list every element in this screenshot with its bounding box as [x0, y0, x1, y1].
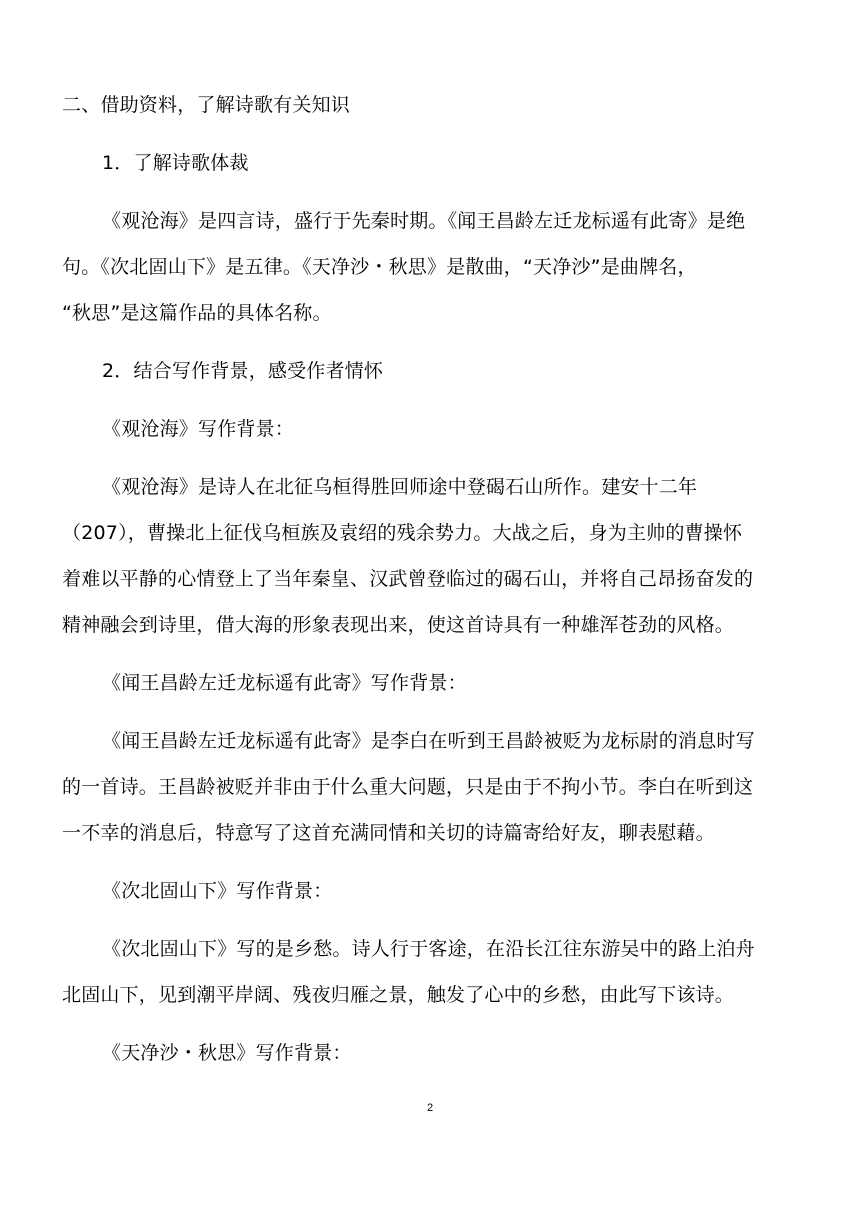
subheading-background: 2．结合写作背景，感受作者情怀 — [102, 360, 384, 382]
paragraph-line: 《观沧海》是四言诗，盛行于先秦时期。《闻王昌龄左迁龙标遥有此寄》是绝 — [102, 210, 746, 232]
paragraph-line: 北固山下，见到潮平岸阔、残夜归雁之景，触发了心中的乡愁，由此写下该诗。 — [62, 984, 735, 1006]
subheading-genre: 1．了解诗歌体裁 — [102, 152, 249, 174]
poem-label-wen-wang-changling: 《闻王昌龄左迁龙标遥有此寄》写作背景： — [102, 672, 467, 694]
poem-background-wen-wang-changling — [62, 718, 802, 856]
page-number: 2 — [426, 1102, 434, 1114]
section-heading: 二、借助资料，了解诗歌有关知识 — [62, 94, 351, 116]
poem-label-tian-jing-sha: 《天净沙・秋思》写作背景： — [102, 1042, 352, 1064]
poem-label-guan-cang-hai: 《观沧海》写作背景： — [102, 418, 295, 440]
paragraph-line: 句。《次北固山下》是五律。《天净沙・秋思》是散曲，“天净沙”是曲牌名， — [62, 256, 697, 278]
document-body — [62, 82, 802, 1076]
paragraph-line: 《观沧海》是诗人在北征乌桓得胜回师途中登碣石山所作。建安十二年 — [102, 476, 698, 498]
paragraph-line: 着难以平静的心情登上了当年秦皇、汉武曾登临过的碣石山，并将自己昂扬奋发的 — [62, 568, 754, 590]
paragraph-line: 《次北固山下》写的是乡愁。诗人行于客途，在沿长江往东游吴中的路上泊舟 — [102, 938, 755, 960]
poem-label-ci-beigu-shan: 《次北固山下》写作背景： — [102, 880, 333, 902]
paragraph-line: 一不幸的消息后，特意写了这首充满同情和关切的诗篇寄给好友，聊表慰藉。 — [62, 822, 715, 844]
paragraph-line: 《闻王昌龄左迁龙标遥有此寄》是李白在听到王昌龄被贬为龙标尉的消息时写 — [102, 730, 755, 752]
poem-background-guan-cang-hai — [62, 464, 802, 648]
poem-background-ci-beigu-shan — [62, 926, 802, 1018]
genre-paragraph — [62, 198, 802, 336]
paragraph-line: “秋思”是这篇作品的具体名称。 — [62, 302, 332, 324]
paragraph-line: （207），曹操北上征伐乌桓族及袁绍的残余势力。大战之后，身为主帅的曹操怀 — [62, 522, 743, 544]
paragraph-line: 精神融会到诗里，借大海的形象表现出来，使这首诗具有一种雄浑苍劲的风格。 — [62, 614, 735, 636]
paragraph-line: 的一首诗。王昌龄被贬并非由于什么重大问题，只是由于不拘小节。李白在听到这 — [62, 776, 754, 798]
